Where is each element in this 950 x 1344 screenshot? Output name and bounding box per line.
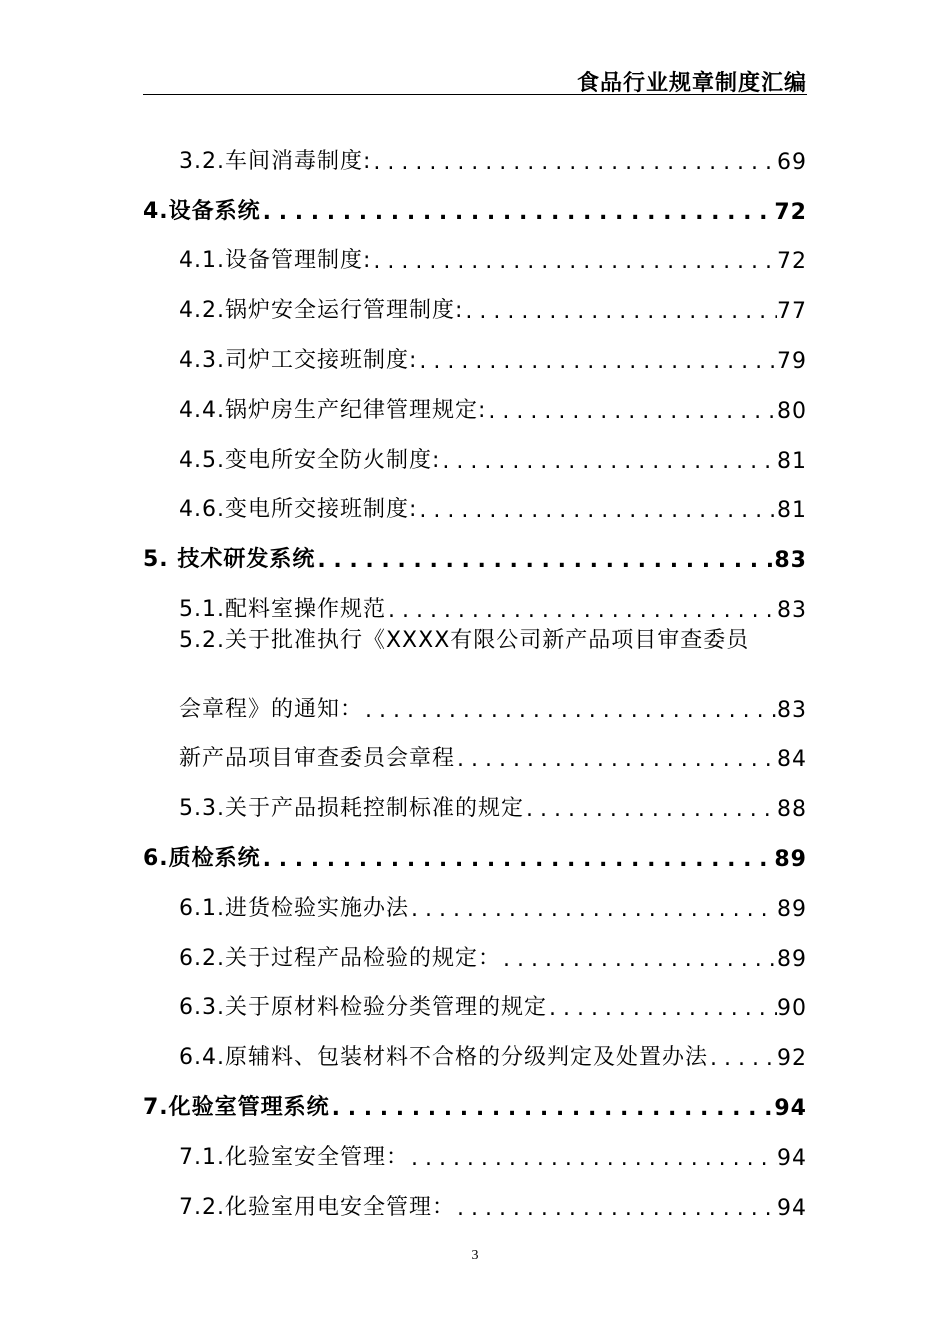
toc-entry[interactable] <box>143 125 807 175</box>
dot-leader <box>386 598 777 623</box>
toc-entry[interactable] <box>143 374 807 424</box>
toc-entry[interactable] <box>143 623 807 673</box>
dot-leader <box>417 349 777 374</box>
toc-entry-page: 94 <box>774 1095 807 1121</box>
toc-entry-title: 4.6.变电所交接班制度: <box>179 497 418 523</box>
toc-entry[interactable] <box>143 872 807 922</box>
dot-leader <box>261 847 775 872</box>
toc-entry[interactable] <box>143 424 807 474</box>
toc-entry-title: 5. 技术研发系统 <box>143 547 316 573</box>
toc-entry-title: 新产品项目审查委员会章程 <box>179 746 456 772</box>
toc-entry-title: 4.1.设备管理制度: <box>179 248 372 274</box>
toc-entry-title: 4.设备系统 <box>143 198 261 224</box>
page-number: 3 <box>471 1248 479 1263</box>
toc-entry-page: 88 <box>777 797 807 823</box>
toc-entry-title: 5.2.关于批准执行《XXXX有限公司新产品项目审查委员 <box>179 627 750 653</box>
dot-leader <box>315 548 774 573</box>
toc-entry[interactable] <box>143 175 807 225</box>
toc-entry-title: 6.质检系统 <box>143 845 261 871</box>
toc-entry[interactable] <box>143 225 807 275</box>
toc-entry[interactable] <box>143 772 807 822</box>
toc-entry-page: 77 <box>777 299 807 325</box>
toc-entry-title: 5.3.关于产品损耗控制标准的规定 <box>179 796 524 822</box>
toc-entry-page: 83 <box>777 597 807 623</box>
toc-entry[interactable] <box>143 1171 807 1221</box>
dot-leader <box>371 249 777 274</box>
toc-entry[interactable] <box>143 1071 807 1121</box>
toc-entry[interactable] <box>143 324 807 374</box>
dot-leader <box>524 797 777 822</box>
toc-entry[interactable] <box>143 274 807 324</box>
toc-entry[interactable] <box>143 922 807 972</box>
toc-entry-title: 会章程》的通知： <box>179 696 364 722</box>
dot-leader <box>417 498 777 523</box>
toc-entry[interactable] <box>143 1121 807 1171</box>
dot-leader <box>486 399 777 424</box>
header-title: 食品行业规章制度汇编 <box>576 71 807 96</box>
dot-leader <box>455 1196 777 1221</box>
dot-leader <box>409 1146 777 1171</box>
toc-entry-page: 92 <box>777 1046 807 1072</box>
toc-entry[interactable] <box>143 822 807 872</box>
toc-entry-title: 6.2.关于过程产品检验的规定： <box>179 945 501 971</box>
toc-entry-title: 6.1.进货检验实施办法 <box>179 895 409 921</box>
table-of-contents <box>143 125 807 1221</box>
toc-entry[interactable] <box>143 523 807 573</box>
dot-leader <box>330 1096 775 1121</box>
toc-entry-page: 79 <box>777 348 807 374</box>
toc-entry-title: 7.化验室管理系统 <box>143 1094 330 1120</box>
dot-leader <box>440 449 777 474</box>
toc-entry-page: 89 <box>774 846 807 872</box>
page-header <box>143 64 807 95</box>
toc-entry-title: 6.4.原辅料、包装材料不合格的分级判定及处置办法 <box>179 1045 708 1071</box>
toc-entry[interactable] <box>143 474 807 524</box>
toc-entry-page: 94 <box>777 1145 807 1171</box>
toc-entry-page: 83 <box>777 697 807 723</box>
toc-entry-page: 81 <box>777 448 807 474</box>
toc-entry-page: 89 <box>777 946 807 972</box>
toc-entry-page: 80 <box>777 398 807 424</box>
toc-entry[interactable] <box>143 573 807 623</box>
toc-entry-title: 4.5.变电所安全防火制度: <box>179 447 441 473</box>
toc-entry-page: 72 <box>774 199 807 225</box>
toc-entry-title: 4.3.司炉工交接班制度: <box>179 347 418 373</box>
dot-leader <box>371 150 777 175</box>
toc-entry-title: 4.2.锅炉安全运行管理制度: <box>179 298 464 324</box>
toc-entry-title: 5.1.配料室操作规范 <box>179 596 386 622</box>
toc-entry-title: 7.1.化验室安全管理： <box>179 1144 409 1170</box>
dot-leader <box>708 1046 777 1071</box>
toc-entry-page: 81 <box>777 498 807 524</box>
toc-entry-title: 4.4.锅炉房生产纪律管理规定: <box>179 397 487 423</box>
dot-leader <box>501 947 777 972</box>
toc-entry[interactable] <box>143 673 807 723</box>
toc-entry[interactable] <box>143 723 807 773</box>
dot-leader <box>547 996 777 1021</box>
toc-entry-page: 94 <box>777 1195 807 1221</box>
toc-entry-page: 84 <box>777 747 807 773</box>
toc-entry-page: 90 <box>777 996 807 1022</box>
dot-leader <box>261 200 775 225</box>
toc-entry-title: 7.2.化验室用电安全管理： <box>179 1194 455 1220</box>
dot-leader <box>363 698 777 723</box>
toc-entry-page: 72 <box>777 249 807 275</box>
toc-entry-page: 69 <box>777 149 807 175</box>
dot-leader <box>463 299 777 324</box>
toc-entry[interactable] <box>143 972 807 1022</box>
dot-leader <box>455 747 777 772</box>
toc-entry-title: 3.2.车间消毒制度: <box>179 148 372 174</box>
toc-entry-page: 89 <box>777 896 807 922</box>
toc-entry[interactable] <box>143 1021 807 1071</box>
toc-entry-title: 6.3.关于原材料检验分类管理的规定 <box>179 995 547 1021</box>
toc-entry-page: 83 <box>774 548 807 574</box>
dot-leader <box>409 897 777 922</box>
